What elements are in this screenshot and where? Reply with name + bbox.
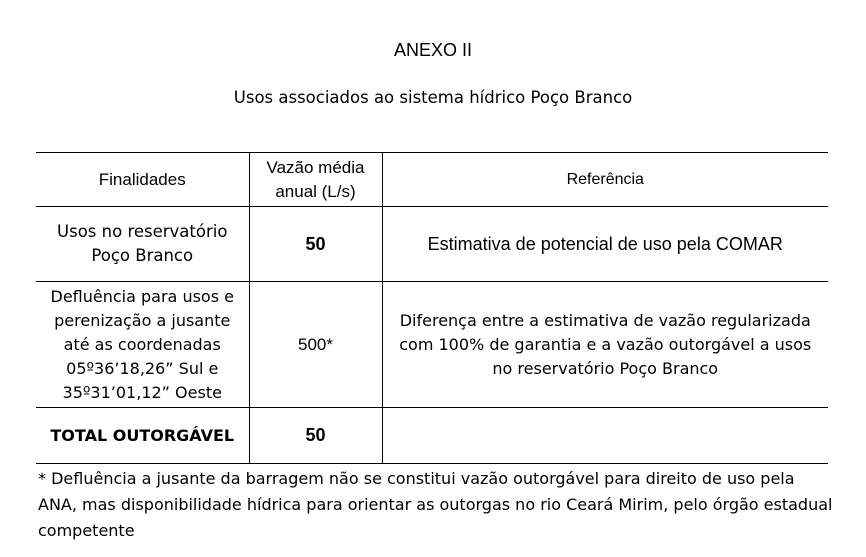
cell-total-vazao: 50 <box>249 408 382 464</box>
header-finalidades: Finalidades <box>98 169 186 189</box>
table-header-row <box>36 153 828 207</box>
table-row-total <box>36 408 828 464</box>
header-vazao: Vazão média anual (L/s) <box>249 153 382 207</box>
cell-finalidade: Defluência para usos e perenização a jusante até as coordenadas 05º36’18,26” Sul e 35º31’01,12” Oeste <box>50 286 234 402</box>
cell-finalidade: Usos no reservatório Poço Branco <box>57 222 228 265</box>
cell-referencia: Diferença entre a estimativa de vazão regularizada com 100% de garantia e a vazão outorgável a usos no reservatório Poço Branco <box>382 282 828 408</box>
footnote: * Defluência a jusante da barragem não se constitui vazão outorgável para direito de uso pela ANA, mas disponibilidade hídrica para orientar as outorgas no rio Ceará Mirim, pelo órgão estadual competente <box>38 469 833 540</box>
table-row <box>36 282 828 408</box>
table-row <box>36 207 828 282</box>
cell-total-label: TOTAL OUTORGÁVEL <box>50 426 235 445</box>
cell-vazao: 50 <box>249 207 382 282</box>
usage-table <box>36 152 828 464</box>
cell-referencia: Estimativa de potencial de uso pela COMAR <box>382 207 828 282</box>
header-referencia: Referência <box>382 153 828 207</box>
document-subtitle: Usos associados ao sistema hídrico Poço Branco <box>233 88 633 107</box>
annex-title: ANEXO II <box>393 40 473 60</box>
cell-vazao: 500* <box>249 282 382 408</box>
cell-total-referencia <box>382 408 828 464</box>
